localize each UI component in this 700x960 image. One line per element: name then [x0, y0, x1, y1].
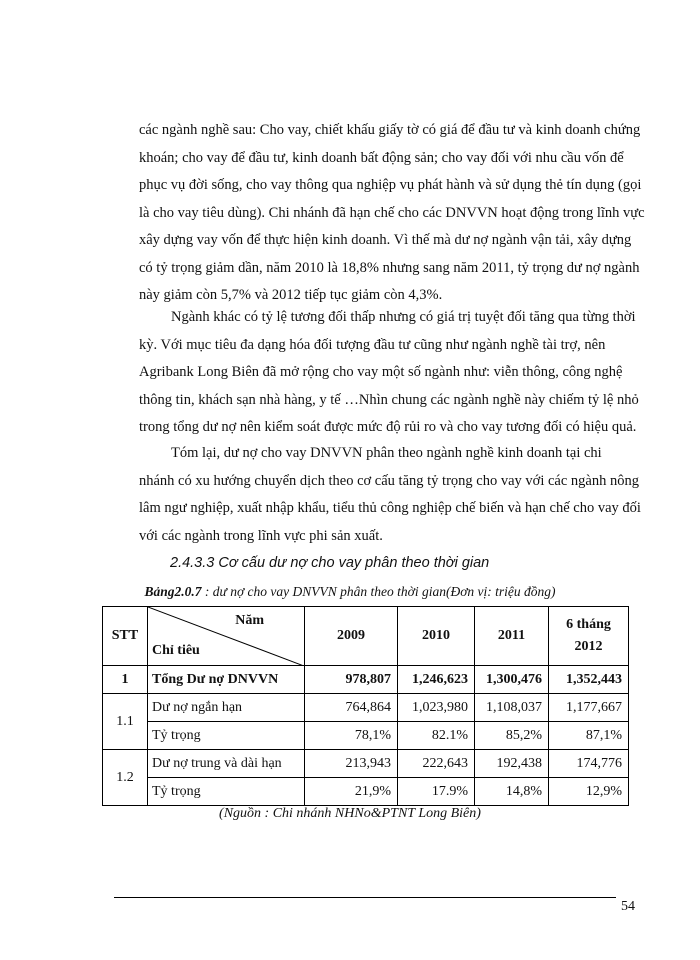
text-line: khoán; cho vay để đầu tư, kinh doanh bất động sản; cho vay đối với nhu cầu vốn để — [139, 149, 624, 166]
cell-value: 764,864 — [305, 694, 398, 722]
table-source-note: (Nguồn : Chi nhánh NHNo&PTNT Long Biên) — [219, 806, 481, 821]
paragraph-1 — [139, 117, 645, 310]
text-line: có tỷ trọng giảm dần, năm 2010 là 18,8% nhưng sang năm 2011, tỷ trọng dư nợ ngành — [139, 259, 640, 276]
header-2009: 2009 — [305, 607, 398, 666]
cell-value: 1,352,443 — [549, 666, 629, 694]
header-nam: Năm — [235, 613, 264, 628]
table-row — [103, 778, 629, 806]
cell-value: 85,2% — [475, 722, 549, 750]
header-2012 — [549, 607, 629, 666]
header-stt: STT — [103, 607, 148, 666]
loan-balance-table — [102, 606, 629, 806]
cell-value: 213,943 — [305, 750, 398, 778]
text-line: lâm ngư nghiệp, xuất nhập khẩu, tiểu thủ công nghiệp chế biến và hạn chế cho vay đối — [139, 500, 641, 516]
paragraph-3 — [139, 440, 641, 550]
paragraph-2 — [139, 304, 639, 442]
cell-label: Tỷ trọng — [148, 722, 305, 750]
table-row — [103, 722, 629, 750]
header-2012-line1: 6 tháng — [566, 617, 611, 632]
cell-value: 1,300,476 — [475, 666, 549, 694]
cell-label: Tổng Dư nợ DNVVN — [148, 666, 305, 694]
cell-stt: 1 — [103, 666, 148, 694]
footer-rule — [114, 897, 616, 898]
cell-value: 1,108,037 — [475, 694, 549, 722]
table-caption — [0, 584, 700, 600]
text-line: Agribank Long Biên đã mở rộng cho vay một số ngành như: viễn thông, công nghệ — [139, 364, 623, 380]
cell-stt: 1.1 — [103, 694, 148, 750]
cell-value: 192,438 — [475, 750, 549, 778]
cell-value: 82.1% — [398, 722, 475, 750]
text-line: là cho vay tiêu dùng). Chi nhánh đã hạn chế cho các DNVVN hoạt động trong lĩnh vực — [139, 204, 645, 221]
cell-value: 78,1% — [305, 722, 398, 750]
text-line: kỳ. Với mục tiêu đa dạng hóa đối tượng đầu tư cũng như ngành nghề tài trợ, nên — [139, 336, 606, 353]
text-line: nhánh có xu hướng chuyển dịch theo cơ cấu tăng tỷ trọng cho vay với các ngành nông — [139, 472, 639, 489]
header-2010: 2010 — [398, 607, 475, 666]
cell-value: 17.9% — [398, 778, 475, 806]
cell-label: Tỷ trọng — [148, 778, 305, 806]
text-line: xây dựng vay vốn để thực hiện kinh doanh. Vì thế mà dư nợ ngành vận tải, xây dựng — [139, 232, 632, 248]
header-diagonal-cell — [148, 607, 305, 666]
header-2012-line2: 2012 — [574, 639, 603, 654]
text-line: này giảm còn 5,7% và 2012 tiếp tục giảm còn 4,3%. — [139, 287, 443, 303]
section-title: 2.4.3.3 Cơ cấu dư nợ cho vay phân theo thời gian — [170, 555, 490, 571]
table-row — [103, 750, 629, 778]
cell-value: 12,9% — [549, 778, 629, 806]
header-chi-tieu: Chỉ tiêu — [152, 643, 200, 658]
table-caption-text: : dư nợ cho vay DNVVN phân theo thời gian(Đơn vị: triệu đồng) — [201, 584, 556, 599]
page-number: 54 — [621, 899, 635, 914]
text-line: với các ngành trong lĩnh vực phi sản xuất. — [139, 527, 383, 544]
cell-label: Dư nợ trung và dài hạn — [148, 750, 305, 778]
cell-value: 174,776 — [549, 750, 629, 778]
table-row — [103, 694, 629, 722]
text-line: phục vụ đời sống, cho vay thông qua nghiệp vụ phát hành và sử dụng thẻ tín dụng (gọi — [139, 177, 642, 193]
cell-value: 1,177,667 — [549, 694, 629, 722]
cell-value: 978,807 — [305, 666, 398, 694]
table-row — [103, 666, 629, 694]
text-line: các ngành nghề sau: Cho vay, chiết khấu giấy tờ có giá để đầu tư và kinh doanh chứng — [139, 122, 641, 138]
cell-value: 21,9% — [305, 778, 398, 806]
table-header-row — [103, 607, 629, 666]
table-caption-label: Bảng2.0.7 — [144, 584, 202, 599]
text-line: trong tổng dư nợ nên kiểm soát được mức độ rủi ro và cho vay tương đối có hiệu quả. — [139, 419, 637, 435]
text-line: Ngành khác có tỷ lệ tương đối thấp nhưng có giá trị tuyệt đối tăng qua từng thời — [171, 309, 636, 325]
cell-stt: 1.2 — [103, 750, 148, 806]
cell-value: 222,643 — [398, 750, 475, 778]
cell-value: 87,1% — [549, 722, 629, 750]
cell-value: 1,023,980 — [398, 694, 475, 722]
header-2011: 2011 — [475, 607, 549, 666]
cell-value: 14,8% — [475, 778, 549, 806]
text-line: Tóm lại, dư nợ cho vay DNVVN phân theo ngành nghề kinh doanh tại chi — [171, 445, 602, 461]
cell-label: Dư nợ ngắn hạn — [148, 694, 305, 722]
cell-value: 1,246,623 — [398, 666, 475, 694]
text-line: thông tin, khách sạn nhà hàng, y tế …Nhìn chung các ngành nghề này chiếm tỷ lệ nhỏ — [139, 391, 639, 408]
